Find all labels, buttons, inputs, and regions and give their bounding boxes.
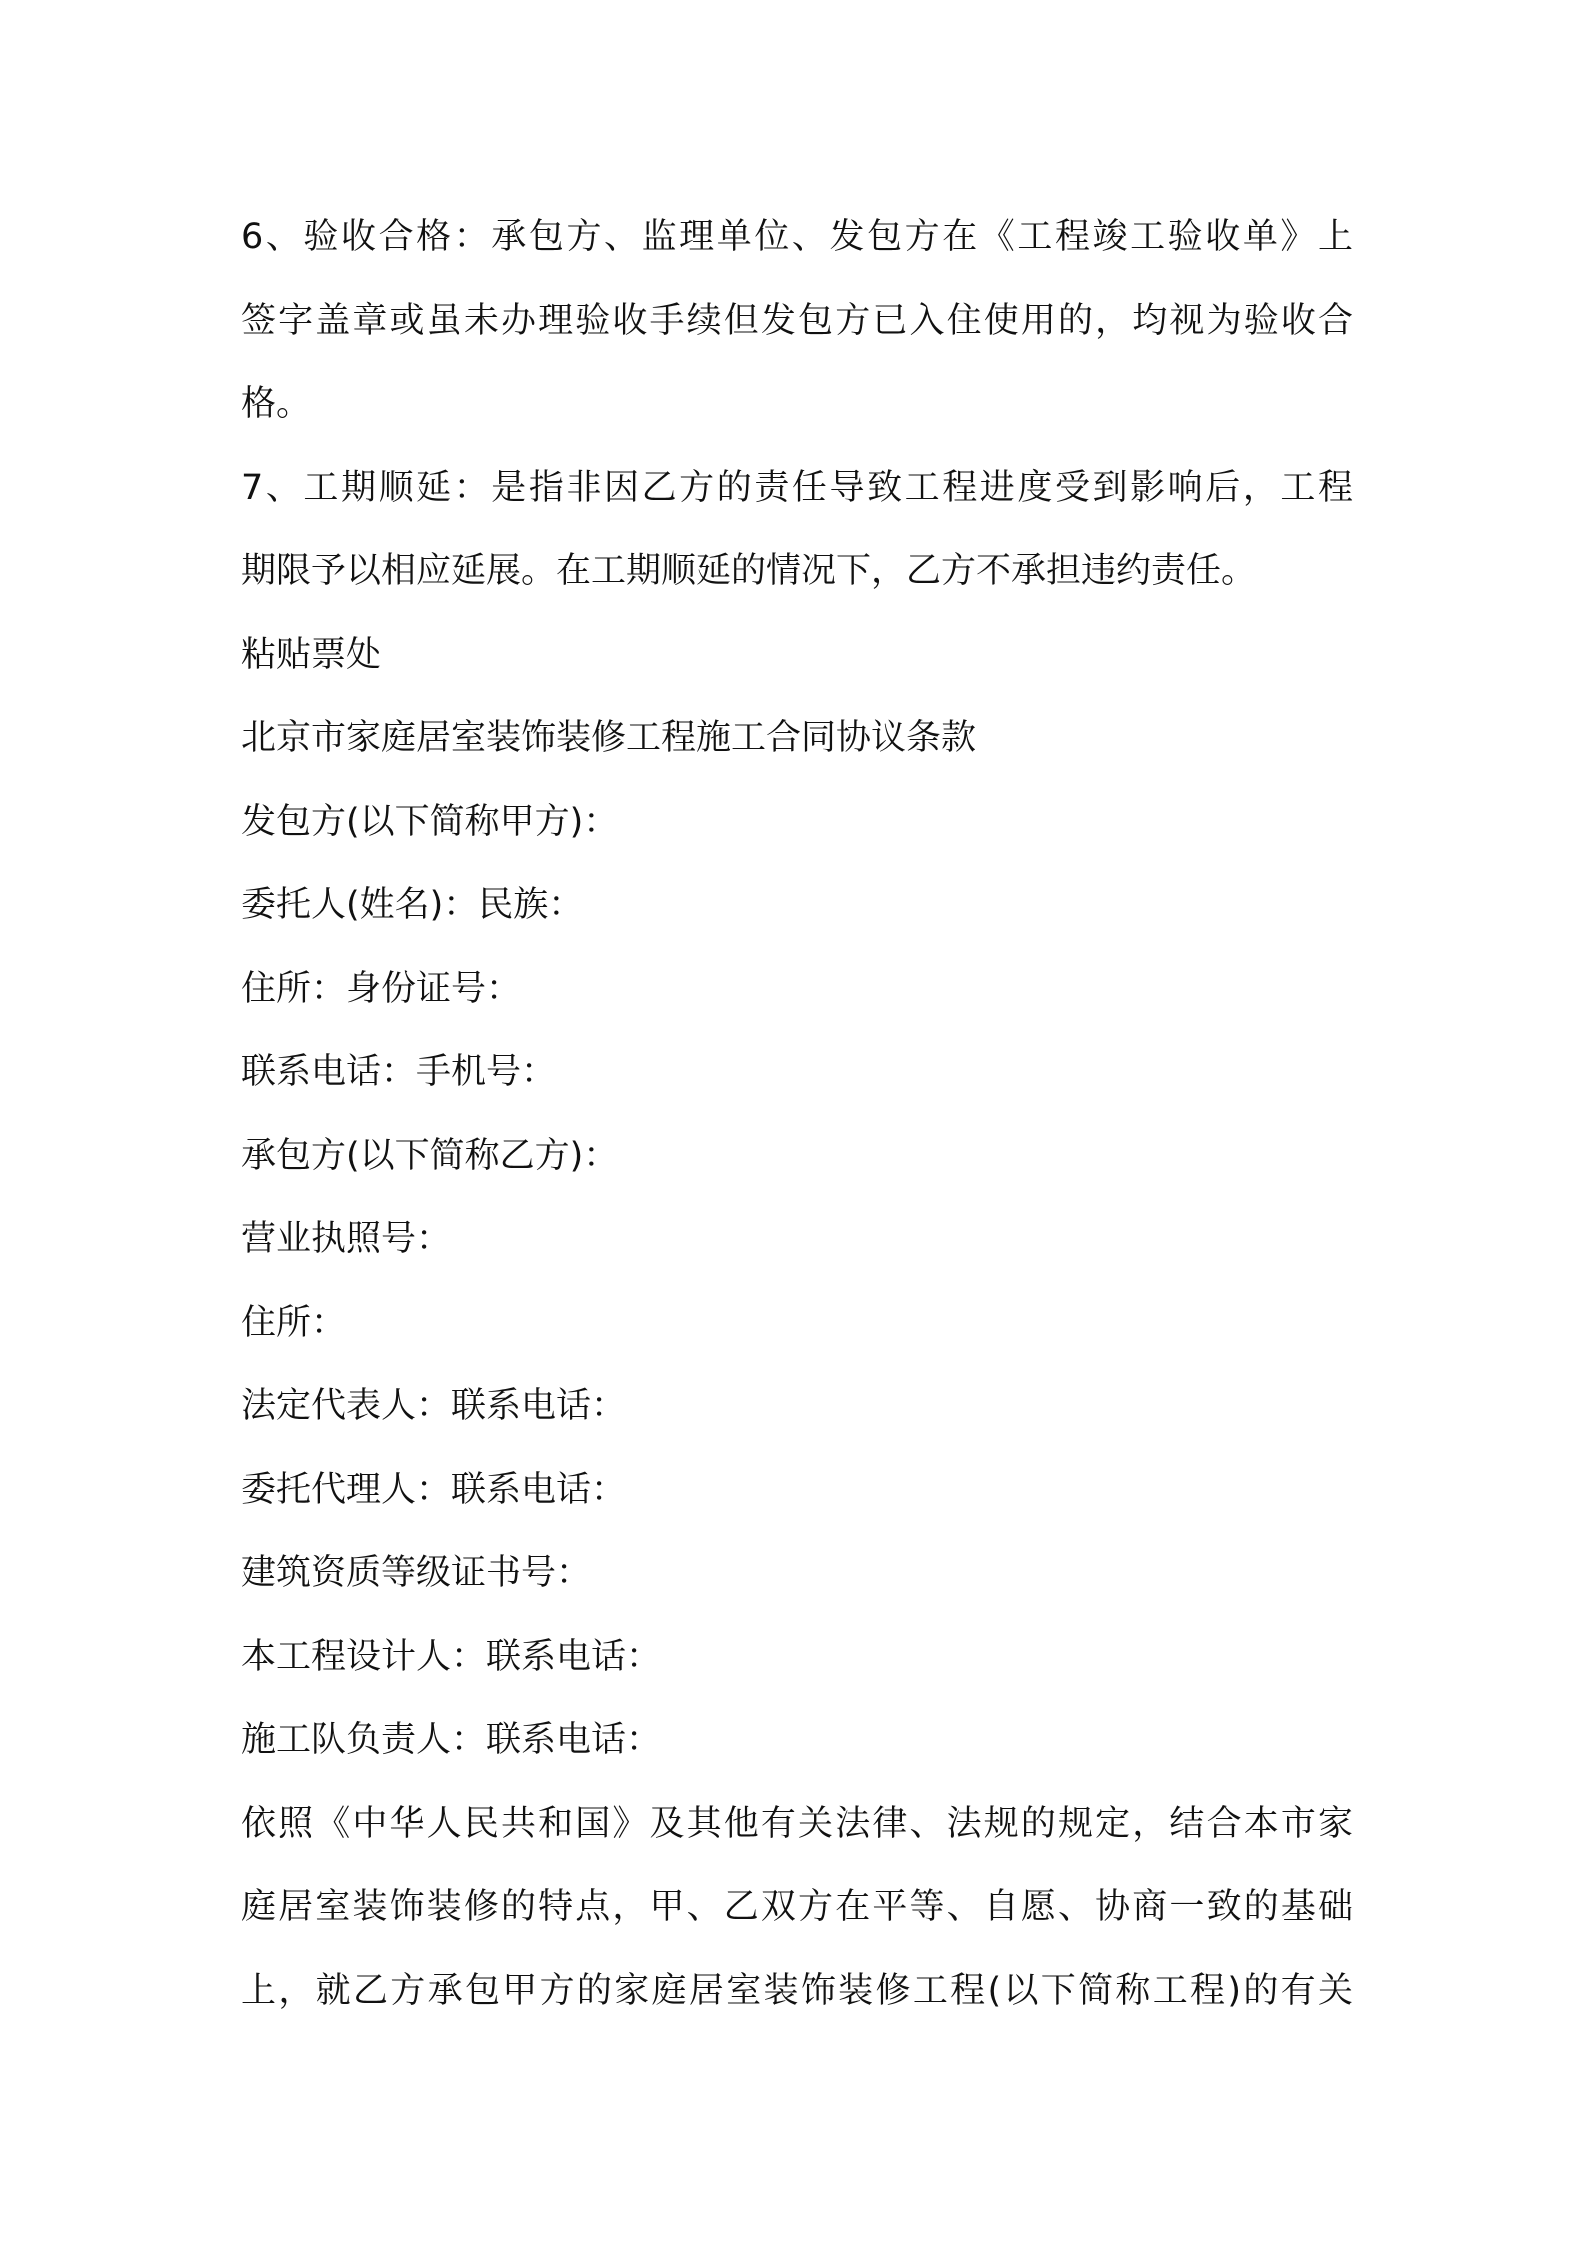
party-b-address-field: 住所： <box>241 1302 347 1343</box>
clause-6-line-2: 签字盖章或虽未办理验收手续但发包方已入住使用的，均视为验收合 <box>241 300 1353 341</box>
clause-6-line-3: 格。 <box>241 384 312 424</box>
preamble-line-2: 庭居室装饰装修的特点，甲、乙双方在平等、自愿、协商一致的基础 <box>241 1887 1353 1927</box>
document-body <box>241 196 1353 2033</box>
party-a-field: 发包方(以下简称甲方)： <box>241 801 619 842</box>
authorized-agent-field: 委托代理人：联系电话： <box>241 1469 627 1510</box>
construction-lead-field: 施工队负责人：联系电话： <box>241 1720 662 1760</box>
preamble-line-3: 上，就乙方承包甲方的家庭居室装饰装修工程(以下简称工程)的有关 <box>241 1970 1353 2011</box>
contract-title: 北京市家庭居室装饰装修工程施工合同协议条款 <box>241 718 977 758</box>
qualification-certificate-field: 建筑资质等级证书号： <box>241 1553 592 1593</box>
clause-7-line-1: 7、工期顺延：是指非因乙方的责任导致工程进度受到影响后，工程 <box>241 467 1353 508</box>
party-a-phone-field: 联系电话：手机号： <box>241 1052 557 1092</box>
party-b-field: 承包方(以下简称乙方)： <box>241 1135 619 1176</box>
stamp-area-label: 粘贴票处 <box>241 634 382 675</box>
clause-6-line-1: 6、验收合格：承包方、监理单位、发包方在《工程竣工验收单》上 <box>241 217 1353 257</box>
designer-field: 本工程设计人：联系电话： <box>241 1636 662 1677</box>
party-a-agent-field: 委托人(姓名)：民族： <box>241 885 584 925</box>
preamble-line-1: 依照《中华人民共和国》及其他有关法律、法规的规定，结合本市家 <box>241 1803 1353 1844</box>
party-a-address-field: 住所：身份证号： <box>241 968 522 1009</box>
business-license-field: 营业执照号： <box>241 1219 452 1259</box>
legal-representative-field: 法定代表人：联系电话： <box>241 1386 627 1426</box>
clause-7-line-2: 期限予以相应延展。在工期顺延的情况下，乙方不承担违约责任。 <box>241 551 1257 591</box>
